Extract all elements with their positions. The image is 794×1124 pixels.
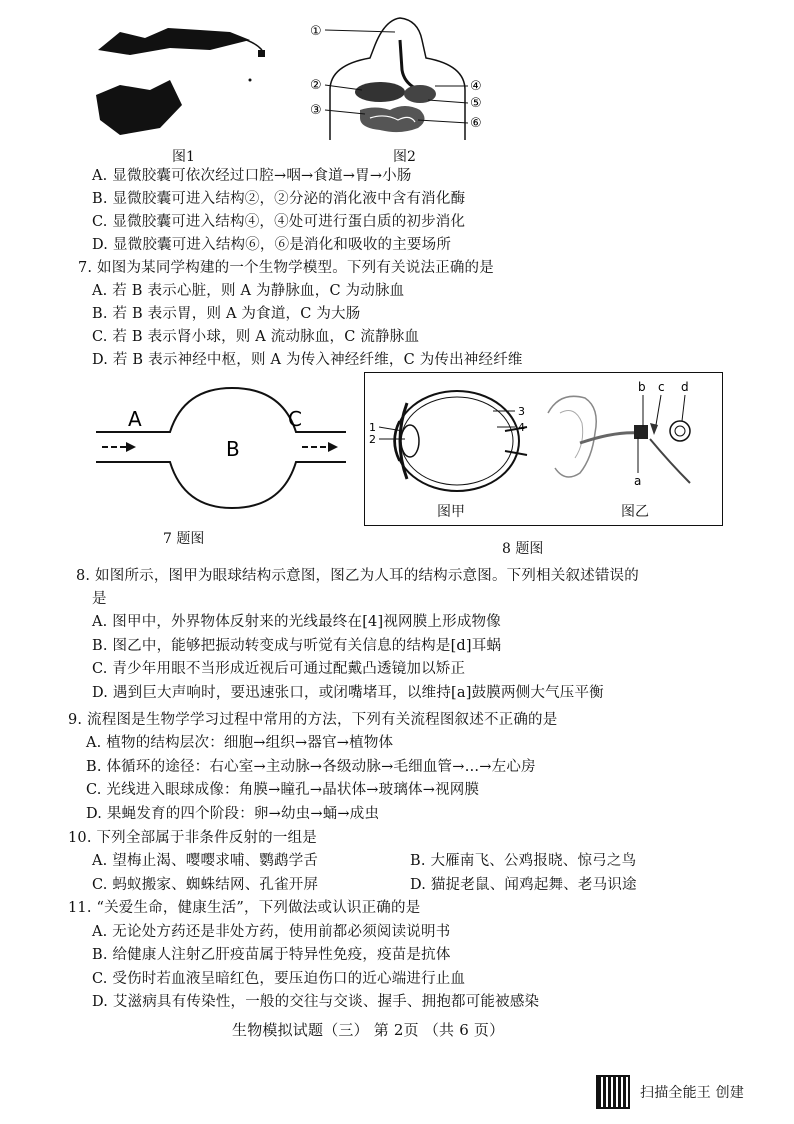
q6-option-a: A. 显微胶囊可依次经过口腔→咽→食道→胃→小肠	[92, 168, 412, 184]
qr-code-icon	[596, 1075, 630, 1109]
figure-1	[90, 10, 290, 140]
q9-option-d: D. 果蝇发育的四个阶段：卵→幼虫→蛹→成虫	[86, 806, 380, 822]
q9-stem: 9. 流程图是生物学学习过程中常用的方法，下列有关流程图叙述不正确的是	[68, 712, 558, 728]
q11-option-c: C. 受伤时若血液呈暗红色，要压迫伤口的近心端进行止血	[92, 971, 466, 987]
q7-stem: 7. 如图为某同学构建的一个生物学模型。下列有关说法正确的是	[78, 260, 494, 276]
q8-option-a: A. 图甲中，外界物体反射来的光线最终在[4]视网膜上形成物像	[92, 614, 501, 630]
q9-option-b: B. 体循环的途径：右心室→主动脉→各级动脉→毛细血管→…→左心房	[86, 759, 536, 775]
eye-label-4: 4	[518, 421, 525, 434]
q6-option-c: C. 显微胶囊可进入结构④，④处可进行蛋白质的初步消化	[92, 214, 466, 230]
q10-option-a: A. 望梅止渴、嘤嘤求哺、鹦鹉学舌	[92, 853, 319, 869]
q10-stem: 10. 下列全部属于非条件反射的一组是	[68, 830, 317, 846]
watermark-text: 扫描全能王 创建	[640, 1085, 745, 1101]
q10-option-d: D. 猫捉老鼠、闻鸡起舞、老马识途	[410, 877, 637, 893]
figure-2-digestive-system	[300, 10, 500, 145]
q11-option-d: D. 艾滋病具有传染性，一般的交往与交谈、握手、拥抱都可能被感染	[92, 994, 540, 1010]
fig7-label-c: C	[288, 407, 302, 431]
fig2-label-2: ②	[310, 78, 322, 93]
ear-label-d: d	[681, 380, 689, 394]
eye-label-3: 3	[518, 405, 525, 418]
eye-label-1: 1	[369, 421, 376, 434]
q7-option-d: D. 若 B 表示神经中枢，则 A 为传入神经纤维，C 为传出神经纤维	[92, 352, 523, 368]
q7-option-b: B. 若 B 表示胃，则 A 为食道，C 为大肠	[92, 306, 361, 322]
fig8-yi-caption: 图乙	[621, 504, 649, 520]
q6-option-d: D. 显微胶囊可进入结构⑥，⑥是消化和吸收的主要场所	[92, 237, 452, 253]
fig2-label-4: ④	[470, 79, 482, 94]
figure-8-frame	[364, 372, 723, 526]
fig1-caption: 图1	[172, 149, 195, 165]
fig7-label-a: A	[128, 407, 142, 431]
q7-option-c: C. 若 B 表示肾小球，则 A 流动脉血，C 流静脉血	[92, 329, 420, 345]
q11-option-b: B. 给健康人注射乙肝疫苗属于特异性免疫，疫苗是抗体	[92, 947, 451, 963]
page-footer: 生物模拟试题（三） 第 2页 （共 6 页）	[232, 1021, 505, 1039]
q6-option-b: B. 显微胶囊可进入结构②，②分泌的消化液中含有消化酶	[92, 191, 466, 207]
fig7-label-b: B	[226, 437, 240, 461]
q8-option-c: C. 青少年用眼不当形成近视后可通过配戴凸透镜加以矫正	[92, 661, 466, 677]
fig7-caption: 7 题图	[163, 531, 205, 547]
q8-stem: 8. 如图所示，图甲为眼球结构示意图，图乙为人耳的结构示意图。下列相关叙述错误的	[76, 568, 639, 584]
q7-option-a: A. 若 B 表示心脏，则 A 为静脉血，C 为动脉血	[92, 283, 405, 299]
ear-label-b: b	[638, 380, 646, 394]
q8-option-b: B. 图乙中，能够把振动转变成与听觉有关信息的结构是[d]耳蜗	[92, 638, 502, 654]
ear-label-a: a	[634, 474, 642, 488]
q8-stem-cont: 是	[92, 591, 107, 607]
fig2-label-3: ③	[310, 103, 322, 118]
fig2-caption: 图2	[393, 149, 416, 165]
q10-option-c: C. 蚂蚁搬家、蜘蛛结网、孔雀开屏	[92, 877, 319, 893]
fig8-caption: 8 题图	[502, 541, 544, 557]
fig2-label-6: ⑥	[470, 116, 482, 131]
eye-label-2: 2	[369, 433, 376, 446]
q10-option-b: B. 大雁南飞、公鸡报晓、惊弓之鸟	[410, 853, 637, 869]
q9-option-a: A. 植物的结构层次：细胞→组织→器官→植物体	[86, 735, 394, 751]
q11-stem: 11. “关爱生命，健康生活”，下列做法或认识正确的是	[68, 900, 421, 916]
q9-option-c: C. 光线进入眼球成像：角膜→瞳孔→晶状体→玻璃体→视网膜	[86, 782, 480, 798]
figure-7-model	[92, 380, 350, 520]
fig2-label-1: ①	[310, 24, 322, 39]
ear-label-c: c	[658, 380, 665, 394]
q8-option-d: D. 遇到巨大声响时，要迅速张口，或闭嘴堵耳，以维持[a]鼓膜两侧大气压平衡	[92, 685, 604, 701]
fig2-label-5: ⑤	[470, 96, 482, 111]
q11-option-a: A. 无论处方药还是非处方药，使用前都必须阅读说明书	[92, 924, 451, 940]
fig8-jia-caption: 图甲	[437, 504, 465, 520]
